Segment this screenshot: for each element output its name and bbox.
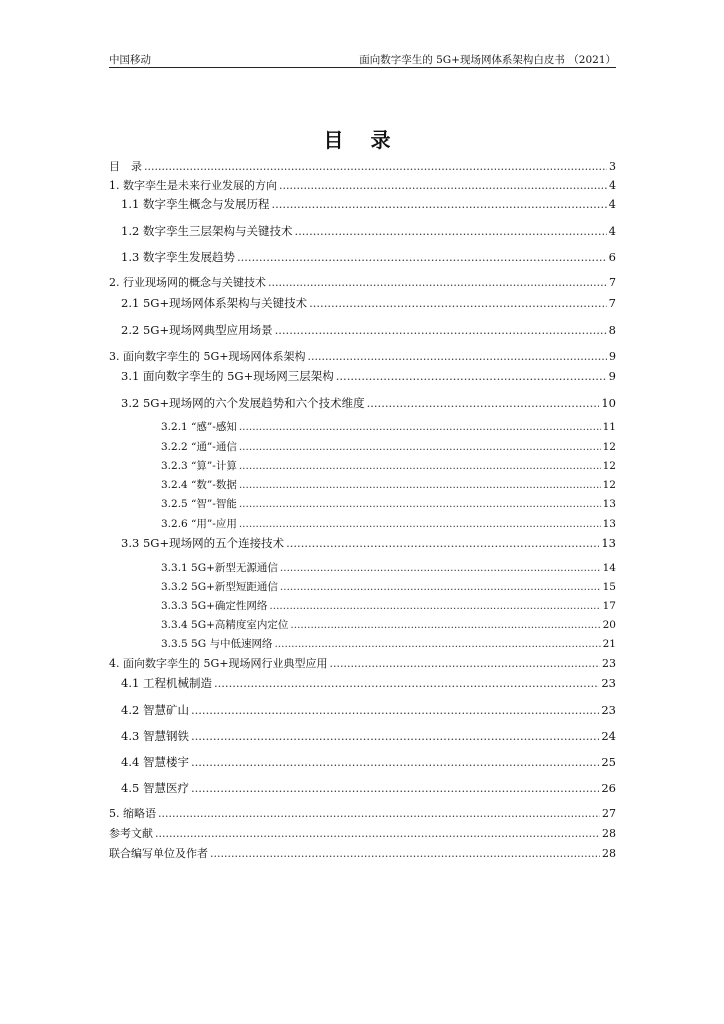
toc-entry[interactable] <box>109 158 616 174</box>
header-right-text: 面向数字孪生的 5G+现场网体系架构白皮书 （2021） <box>359 54 616 66</box>
toc-entry[interactable] <box>109 516 616 531</box>
toc-entry[interactable] <box>109 223 616 239</box>
toc-leader-dots <box>191 781 599 795</box>
toc-leader-dots <box>290 619 600 631</box>
toc-entry-label: 3. 面向数字孪生的 5G+现场网体系架构 <box>109 350 306 363</box>
toc-entry-label: 3.3.2 5G+新型短距通信 <box>161 581 278 593</box>
toc-leader-dots <box>309 296 607 310</box>
toc-entry[interactable] <box>109 535 616 551</box>
toc-entry-page: 12 <box>602 460 616 472</box>
toc-entry-page: 25 <box>601 755 616 769</box>
toc-entry-label: 4.5 智慧医疗 <box>121 781 189 795</box>
toc-leader-dots <box>191 755 599 769</box>
toc-leader-dots <box>336 369 607 383</box>
toc-entry-page: 12 <box>602 441 616 453</box>
toc-entry-label: 目 录 <box>109 160 142 173</box>
toc-entry-label: 参考文献 <box>109 827 153 840</box>
toc-entry-label: 4.4 智慧楼宇 <box>121 755 189 769</box>
toc-leader-dots <box>280 562 601 574</box>
toc-entry[interactable] <box>109 419 616 434</box>
toc-entry-label: 3.2.3 “算”-计算 <box>161 460 237 472</box>
toc-entry[interactable] <box>109 496 616 511</box>
toc-entry[interactable] <box>109 805 616 821</box>
toc-entry[interactable] <box>109 728 616 744</box>
toc-entry-label: 3.2.4 “数”-数据 <box>161 479 237 491</box>
toc-leader-dots <box>239 460 601 472</box>
page-header <box>109 49 616 68</box>
toc-entry-label: 2.1 5G+现场网体系架构与关键技术 <box>121 296 308 310</box>
toc-entry-page: 21 <box>602 638 616 650</box>
toc-entry[interactable] <box>109 477 616 492</box>
toc-leader-dots <box>279 179 607 192</box>
toc-entry-page: 23 <box>601 676 616 690</box>
toc-entry-label: 3.2.5 “智”-智能 <box>161 498 237 510</box>
toc-leader-dots <box>367 396 600 410</box>
toc-entry[interactable] <box>109 675 616 691</box>
toc-entry-page: 9 <box>608 369 616 383</box>
toc-leader-dots <box>268 276 607 289</box>
toc-entry-label: 3.3.5 5G 与中低速网络 <box>161 638 273 650</box>
toc-leader-dots <box>239 518 601 530</box>
toc-entry[interactable] <box>109 322 616 338</box>
toc-entry-label: 3.3.3 5G+确定性网络 <box>161 600 268 612</box>
toc-entry-label: 2. 行业现场网的概念与关键技术 <box>109 276 266 289</box>
toc-entry-page: 4 <box>608 224 616 238</box>
header-left-text: 中国移动 <box>109 54 151 66</box>
toc-entry-label: 3.3.4 5G+高精度室内定位 <box>161 619 289 631</box>
toc-entry-page: 23 <box>602 657 616 670</box>
toc-entry[interactable] <box>109 579 616 594</box>
toc-entry-page: 4 <box>608 197 616 211</box>
toc-entry-label: 3.3.1 5G+新型无源通信 <box>161 562 278 574</box>
toc-entry-page: 11 <box>602 421 616 433</box>
toc-entry-page: 13 <box>602 498 616 510</box>
toc-entry[interactable] <box>109 825 616 841</box>
toc-entry-page: 13 <box>602 518 616 530</box>
toc-leader-dots <box>191 703 599 717</box>
toc-entry[interactable] <box>109 754 616 770</box>
toc-leader-dots <box>158 807 600 820</box>
toc-entry[interactable] <box>109 274 616 290</box>
toc-entry-label: 3.3 5G+现场网的五个连接技术 <box>121 536 285 550</box>
toc-leader-dots <box>286 536 599 550</box>
toc-leader-dots <box>330 657 601 670</box>
toc-entry-label: 2.2 5G+现场网典型应用场景 <box>121 323 273 337</box>
toc-entry-label: 4.3 智慧钢铁 <box>121 729 189 743</box>
toc-leader-dots <box>275 323 607 337</box>
toc-leader-dots <box>271 197 606 211</box>
toc-entry[interactable] <box>109 295 616 311</box>
page-title: 目 录 <box>323 128 401 152</box>
toc-entry-page: 14 <box>602 562 616 574</box>
toc-entry-label: 3.1 面向数字孪生的 5G+现场网三层架构 <box>121 369 334 383</box>
toc-entry-page: 7 <box>609 276 616 289</box>
toc-entry-page: 27 <box>602 807 616 820</box>
toc-leader-dots <box>210 847 600 860</box>
toc-entry-page: 9 <box>609 350 616 363</box>
toc-entry-label: 联合编写单位及作者 <box>109 847 208 860</box>
toc-entry[interactable] <box>109 348 616 364</box>
toc-entry-page: 12 <box>602 479 616 491</box>
toc-entry-label: 5. 缩略语 <box>109 807 156 820</box>
toc-entry-label: 3.2.1 “感”-感知 <box>161 421 237 433</box>
toc-entry-page: 17 <box>602 600 616 612</box>
toc-entry-page: 20 <box>602 619 616 631</box>
toc-entry-page: 28 <box>602 827 616 840</box>
toc-leader-dots <box>155 827 600 840</box>
toc-leader-dots <box>144 160 607 173</box>
toc-entry-page: 6 <box>608 250 616 264</box>
toc-leader-dots <box>239 441 601 453</box>
toc-entry-label: 1.3 数字孪生发展趋势 <box>121 250 235 264</box>
toc-entry[interactable] <box>109 598 616 613</box>
toc-entry[interactable] <box>109 458 616 473</box>
toc-leader-dots <box>308 350 608 363</box>
toc-leader-dots <box>239 421 601 433</box>
toc-entry[interactable] <box>109 636 616 651</box>
toc-entry-page: 10 <box>601 396 616 410</box>
toc-leader-dots <box>237 250 607 264</box>
toc-entry-label: 1.1 数字孪生概念与发展历程 <box>121 197 270 211</box>
toc-entry-page: 28 <box>602 847 616 860</box>
toc-leader-dots <box>294 224 606 238</box>
toc-entry[interactable] <box>109 702 616 718</box>
toc-leader-dots <box>274 638 600 650</box>
toc-entry-label: 1. 数字孪生是未来行业发展的方向 <box>109 179 277 192</box>
toc-entry-label: 4.1 工程机械制造 <box>121 676 212 690</box>
toc-entry-page: 24 <box>601 729 616 743</box>
toc-leader-dots <box>214 676 599 690</box>
toc-leader-dots <box>280 581 601 593</box>
toc-leader-dots <box>239 479 601 491</box>
toc-entry[interactable] <box>109 368 616 384</box>
toc-entry[interactable] <box>109 249 616 265</box>
toc-entry-label: 4.2 智慧矿山 <box>121 703 189 717</box>
toc-entry[interactable] <box>109 439 616 454</box>
toc-entry-page: 13 <box>601 536 616 550</box>
toc-entry[interactable] <box>109 196 616 212</box>
toc-entry-page: 26 <box>601 781 616 795</box>
toc-entry-label: 3.2.2 “通”-通信 <box>161 441 237 453</box>
toc-entry-page: 15 <box>602 581 616 593</box>
toc-entry-page: 23 <box>601 703 616 717</box>
toc-entry-label: 1.2 数字孪生三层架构与关键技术 <box>121 224 293 238</box>
toc-entry-page: 3 <box>609 160 616 173</box>
toc-entry[interactable] <box>109 177 616 193</box>
toc-entry-page: 8 <box>608 323 616 337</box>
toc-entry[interactable] <box>109 780 616 796</box>
toc-leader-dots <box>191 729 599 743</box>
toc-entry[interactable] <box>109 560 616 575</box>
toc-entry-label: 3.2 5G+现场网的六个发展趋势和六个技术维度 <box>121 396 365 410</box>
toc-entry-page: 4 <box>609 179 616 192</box>
toc-entry[interactable] <box>109 845 616 861</box>
toc-entry-label: 4. 面向数字孪生的 5G+现场网行业典型应用 <box>109 657 328 670</box>
toc-entry[interactable] <box>109 395 616 411</box>
toc-entry[interactable] <box>109 655 616 671</box>
toc-entry-page: 7 <box>608 296 616 310</box>
toc-leader-dots <box>269 600 600 612</box>
toc-entry[interactable] <box>109 617 616 632</box>
toc-entry-label: 3.2.6 “用”-应用 <box>161 518 237 530</box>
toc-leader-dots <box>239 498 601 510</box>
